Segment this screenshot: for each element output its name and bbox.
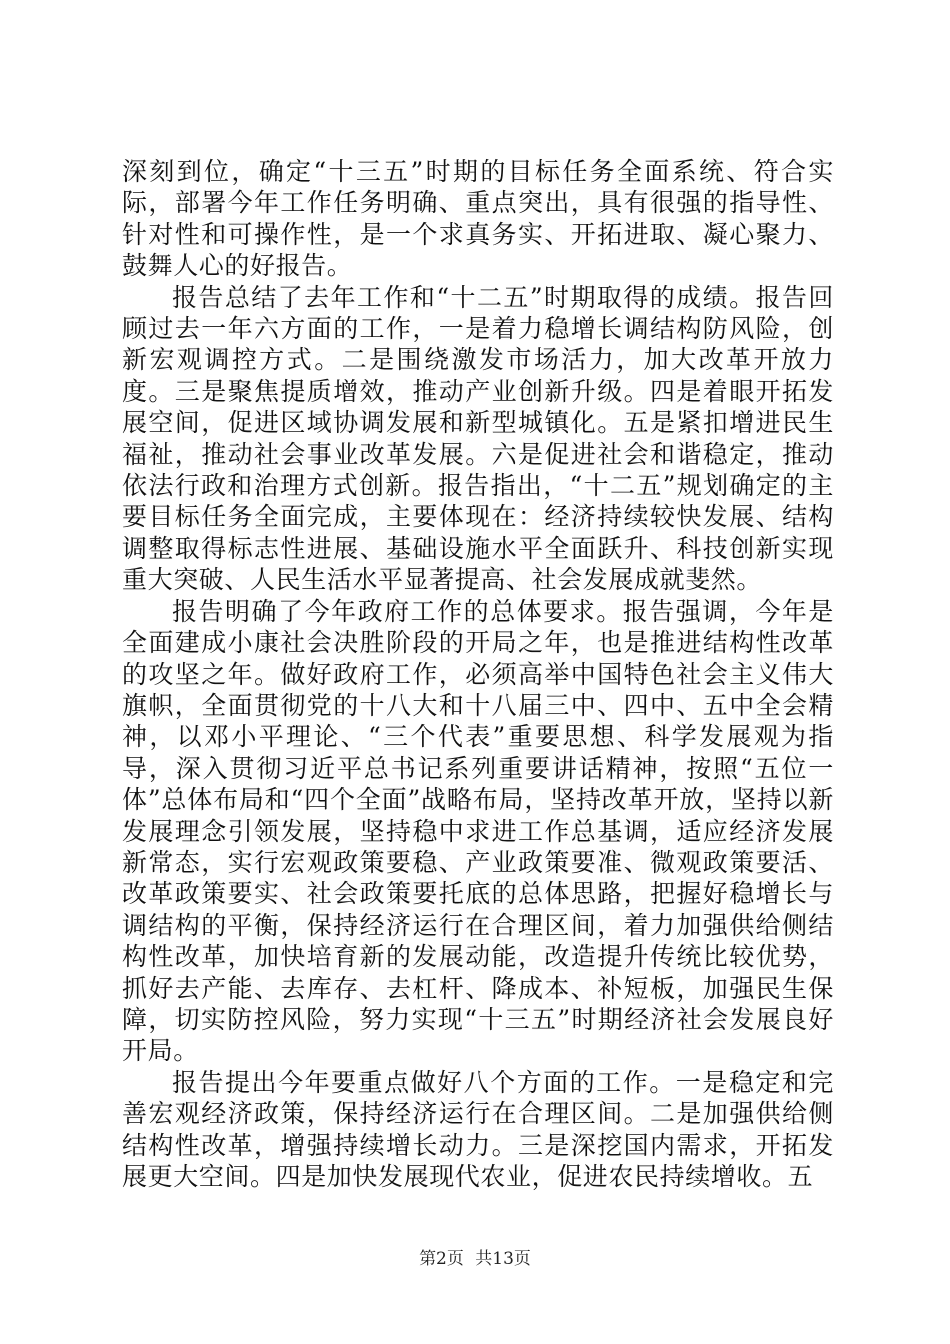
document-body: [122, 156, 834, 1192]
paragraph-achievements: 报告总结了去年工作和“十二五”时期取得的成绩。报告回顾过去一年六方面的工作，一是着力稳增长调结构防风险，创新宏观调控方式。二是围绕激发市场活力，加大改革开放力度。三是聚焦提质增效，推动产业创新升级。四是着眼开拓发展空间，促进区域协调发展和新型城镇化。五是紧扣增进民生福祉，推动社会事业改革发展。六是促进社会和谐稳定，推动依法行政和治理方式创新。报告指出，“十二五”规划确定的主要目标任务全面完成，主要体现在：经济持续较快发展、结构调整取得标志性进展、基础设施水平全面跃升、科技创新实现重大突破、人民生活水平显著提高、社会发展成就斐然。: [122, 282, 834, 595]
page-total: 共13页: [475, 1249, 531, 1269]
page-number: 第2页: [419, 1249, 464, 1269]
paragraph-continuation: 深刻到位，确定“十三五”时期的目标任务全面系统、符合实际，部署今年工作任务明确、重点突出，具有很强的指导性、针对性和可操作性，是一个求真务实、开拓进取、凝心聚力、鼓舞人心的好报告。: [122, 157, 834, 281]
paragraph-general-requirements: 报告明确了今年政府工作的总体要求。报告强调，今年是全面建成小康社会决胜阶段的开局之年，也是推进结构性改革的攻坚之年。做好政府工作，必须高举中国特色社会主义伟大旗帜，全面贯彻党的十八大和十八届三中、四中、五中全会精神，以邓小平理论、“三个代表”重要思想、科学发展观为指导，深入贯彻习近平总书记系列重要讲话精神，按照“五位一体”总体布局和“四个全面”战略布局，坚持改革开放，坚持以新发展理念引领发展，坚持稳中求进工作总基调，适应经济发展新常态，实行宏观政策要稳、产业政策要准、微观政策要活、改革政策要实、社会政策要托底的总体思路，把握好稳增长与调结构的平衡，保持经济运行在合理区间，着力加强供给侧结构性改革，加快培育新的发展动能，改造提升传统比较优势，抓好去产能、去库存、去杠杆、降成本、补短板，加强民生保障，切实防控风险，努力实现“十三五”时期经济社会发展良好开局。: [122, 596, 834, 1066]
page-footer: [0, 1244, 950, 1269]
paragraph-eight-tasks: 报告提出今年要重点做好八个方面的工作。一是稳定和完善宏观经济政策，保持经济运行在合理区间。二是加强供给侧结构性改革，增强持续增长动力。三是深挖国内需求，开拓发展更大空间。四是加快发展现代农业，促进农民持续增收。五: [122, 1067, 834, 1191]
